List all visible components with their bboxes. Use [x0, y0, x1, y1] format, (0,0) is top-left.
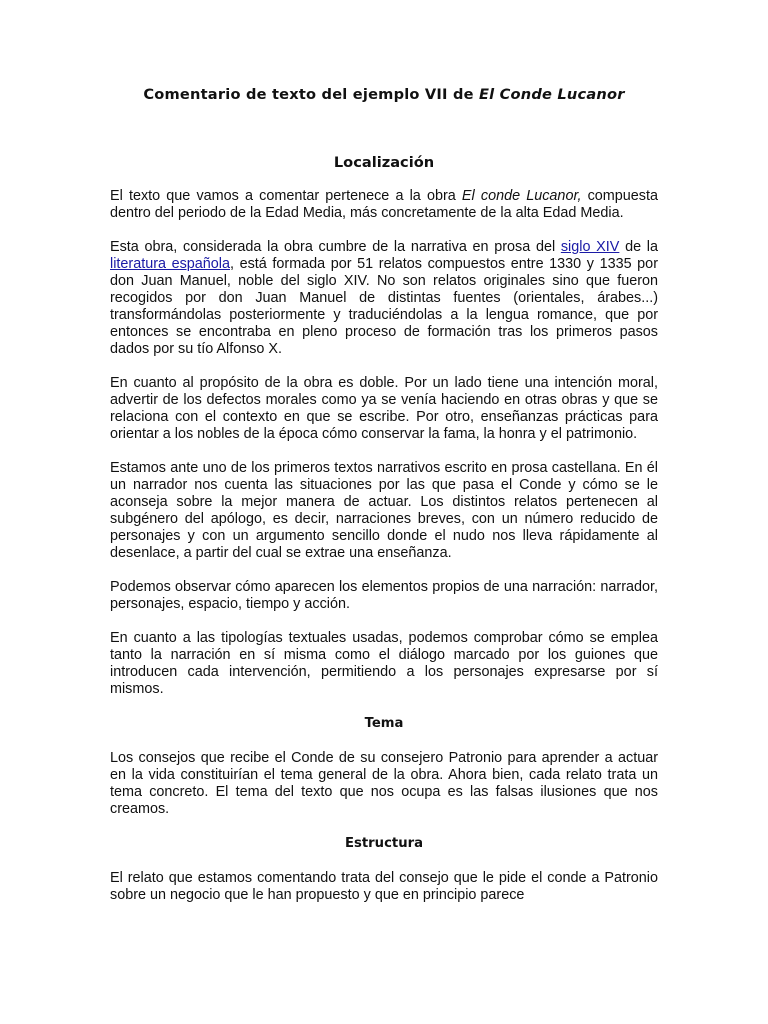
paragraph-8: El relato que estamos comentando trata del consejo que le pide el conde a Patronio sobre un negocio que le han propuesto y que en principio parece [110, 870, 658, 903]
p2-text-2: de la [619, 239, 658, 255]
paragraph-4: Estamos ante uno de los primeros textos narrativos escrito en prosa castellana. En él un narrador nos cuenta las situaciones por las que pasa el Conde y cómo se le aconseja sobre la mejor manera de actuar. Los distintos relatos pertenecen al subgénero del apólogo, es decir, narraciones breves, con un número reducido de personajes y con un argumento sencillo donde el nudo nos lleva rápidamente al desenlace, a partir del cual se extrae una enseñanza. [110, 460, 658, 561]
link-literatura-espanola[interactable]: literatura española [110, 256, 230, 272]
paragraph-7: Los consejos que recibe el Conde de su consejero Patronio para aprender a actuar en la vida constituirían el tema general de la obra. Ahora bien, cada relato trata un tema concreto. El tema del texto que nos ocupa es las falsas ilusiones que nos creamos. [110, 750, 658, 817]
title-work: El Conde Lucanor [479, 86, 625, 103]
paragraph-2 [110, 239, 658, 358]
p1-after: compuesta dentro del periodo de la Edad Media, más concretamente de la alta Edad Media. [110, 188, 658, 221]
p1-before: El texto que vamos a comentar pertenece a la obra [110, 188, 462, 204]
heading-localizacion: Localización [333, 154, 435, 171]
paragraph-5: Podemos observar cómo aparecen los elementos propios de una narración: narrador, personajes, espacio, tiempo y acción. [110, 579, 658, 612]
document-title [110, 85, 658, 105]
document-page [110, 0, 658, 904]
p1-work: El conde Lucanor, [461, 188, 582, 204]
paragraph-1 [110, 188, 658, 222]
heading-tema: Tema [364, 716, 404, 731]
p2-text-3: , está formada por 51 relatos compuestos entre 1330 y 1335 por don Juan Manuel, noble del siglo XIV. No son relatos originales sino que fueron recogidos por don Juan Manuel de distintas fuentes (orientales, árabes...) transformándolas posteriormente y traduciéndolas a la lengua romance, que por entonces se encontraba en pleno proceso de formación tras los primeros pasos dados por su tío Alfonso X. [110, 256, 658, 357]
link-siglo-xiv[interactable]: siglo XIV [560, 239, 620, 255]
title-prefix: Comentario de texto del ejemplo VII de [143, 86, 479, 103]
heading-estructura: Estructura [345, 836, 423, 851]
paragraph-6: En cuanto a las tipologías textuales usadas, podemos comprobar cómo se emplea tanto la narración en sí misma como el diálogo marcado por los guiones que introducen cada intervención, permitiendo a los personajes expresarse por sí mismos. [110, 630, 658, 697]
p2-text-1: Esta obra, considerada la obra cumbre de la narrativa en prosa del [110, 239, 561, 255]
paragraph-3: En cuanto al propósito de la obra es doble. Por un lado tiene una intención moral, advertir de los defectos morales como ya se venía haciendo en otras obras y que se relaciona con el contexto en que se escribe. Por otro, enseñanzas prácticas para orientar a los nobles de la época cómo conservar la fama, la honra y el patrimonio. [110, 375, 658, 442]
